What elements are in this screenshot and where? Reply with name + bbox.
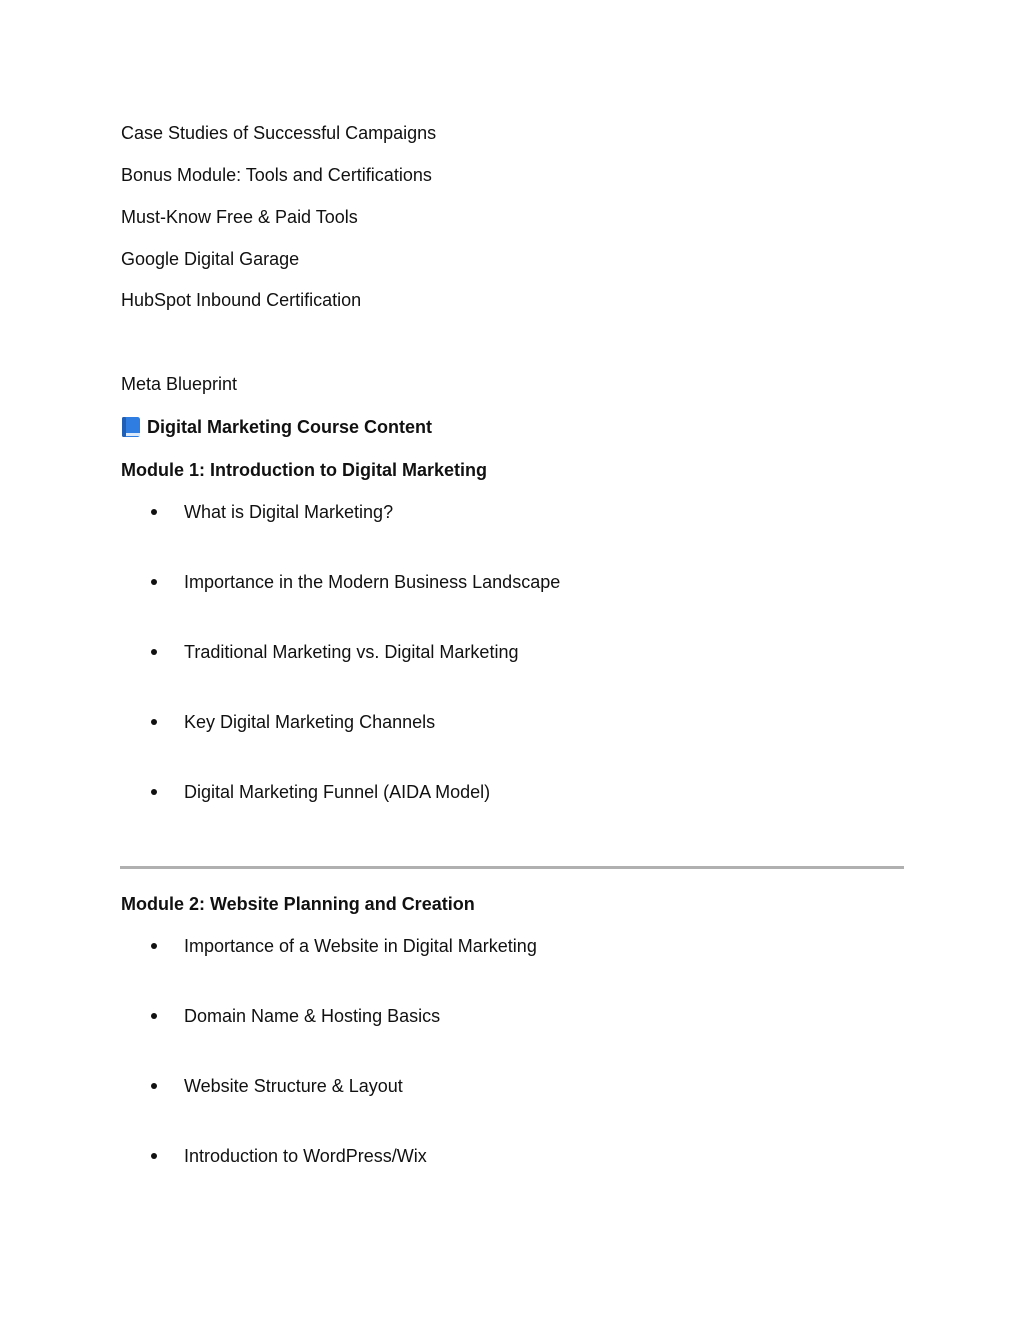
list-item-text: Key Digital Marketing Channels	[184, 712, 436, 732]
bullet-icon	[151, 649, 157, 655]
list-item	[148, 1145, 427, 1167]
course-content-heading-text: Digital Marketing Course Content	[147, 417, 433, 437]
module-1-title: Module 1: Introduction to Digital Marketing	[121, 460, 487, 480]
text-line: Case Studies of Successful Campaigns	[121, 123, 437, 143]
list-item-text: Importance in the Modern Business Landscape	[184, 572, 561, 592]
list-item	[148, 1005, 440, 1027]
list-item-text: Domain Name & Hosting Basics	[184, 1006, 441, 1026]
bullet-icon	[151, 789, 157, 795]
bullet-icon	[151, 579, 157, 585]
text-line: HubSpot Inbound Certification	[121, 290, 362, 310]
list-item-text: Digital Marketing Funnel (AIDA Model)	[184, 782, 491, 802]
bullet-icon	[151, 943, 157, 949]
list-item	[148, 501, 393, 523]
list-item-text: Website Structure & Layout	[184, 1076, 403, 1096]
list-item	[148, 781, 490, 803]
list-item	[148, 571, 560, 593]
list-item	[148, 1075, 403, 1097]
list-item	[148, 711, 435, 733]
text-line: Must-Know Free & Paid Tools	[121, 207, 358, 227]
text-line: Google Digital Garage	[121, 249, 300, 269]
bullet-icon	[151, 1083, 157, 1089]
text-line: Bonus Module: Tools and Certifications	[121, 165, 432, 185]
course-content-heading	[121, 416, 432, 438]
list-item-text: Traditional Marketing vs. Digital Marketing	[184, 642, 519, 662]
list-item	[148, 641, 518, 663]
text-line: Meta Blueprint	[121, 374, 238, 394]
module-2-title: Module 2: Website Planning and Creation	[121, 894, 475, 914]
list-item-text: Introduction to WordPress/Wix	[184, 1146, 427, 1166]
bullet-icon	[151, 509, 157, 515]
bullet-icon	[151, 1153, 157, 1159]
bullet-icon	[151, 719, 157, 725]
list-item	[148, 935, 537, 957]
blue-book-icon	[121, 416, 141, 438]
horizontal-divider	[120, 866, 904, 869]
list-item-text: What is Digital Marketing?	[184, 502, 394, 522]
bullet-icon	[151, 1013, 157, 1019]
list-item-text: Importance of a Website in Digital Marketing	[184, 936, 537, 956]
